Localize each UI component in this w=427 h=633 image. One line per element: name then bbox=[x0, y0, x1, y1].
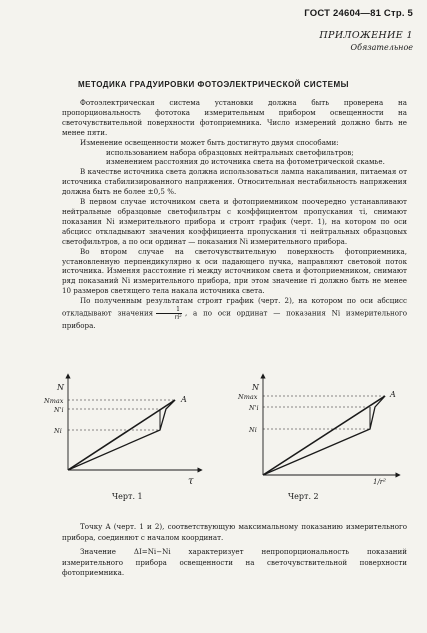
paragraph-8: Значение ΔI=Ni−Ni характеризует непропорциональность показаний измерительного прибора освещенности на светочувствительной поверхности фотоприемника. bbox=[62, 547, 407, 577]
paragraph-1: Фотоэлектрическая система установки должна быть проверена на пропорциональность фототока измерительным прибором освещенности на светочувствительной поверхности фотоприемника. Число измерений должно быть не менее пяти. bbox=[62, 98, 407, 137]
running-head: ГОСТ 24604—81 Стр. 5 bbox=[304, 8, 413, 19]
chart-1-x-label: τ bbox=[188, 476, 194, 487]
chart-1 bbox=[68, 376, 200, 470]
chart-1-proportional-line bbox=[68, 400, 175, 470]
chart-1-tick-nmax: Nmax bbox=[44, 397, 64, 405]
chart-1-tick-ni-prime: N'i bbox=[54, 406, 64, 414]
appendix-title: ПРИЛОЖЕНИЕ 1 bbox=[319, 30, 413, 41]
section-title: МЕТОДИКА ГРАДУИРОВКИ ФОТОЭЛЕКТРИЧЕСКОЙ СИСТЕМЫ bbox=[78, 80, 349, 89]
fraction-denominator: ri² bbox=[174, 314, 182, 322]
chart-1-caption: Черт. 1 bbox=[112, 492, 143, 501]
chart-2-y-label: N bbox=[252, 383, 259, 392]
list-item-2: изменением расстояния до источника света на фотометрической скамье. bbox=[106, 157, 385, 167]
appendix-note: Обязательное bbox=[350, 43, 413, 52]
chart-2-tick-nmax: Nmax bbox=[238, 393, 258, 401]
paragraph-5: Во втором случае на светочувствительную поверхность фотоприемника, установленную перпендикулярно к оси падающего пучка, направляют световой поток источника. Изменяя расстояние ri между источником света и фотоприемником, снимают ряд показаний Ni измерительного прибора, при этом значение ri должно быть не менее 10 размеров светящего тела накала источника света. bbox=[62, 246, 407, 296]
chart-2-point-a: A bbox=[390, 390, 396, 399]
paragraph-6-before: По полученным результатам строят график (черт. 2), на котором по оси абсцисс откладывают значения bbox=[62, 296, 407, 318]
chart-2-tick-ni-prime: N'i bbox=[249, 404, 259, 412]
chart-1-tick-ni: Ni bbox=[54, 427, 62, 435]
paragraph-2: Изменение освещенности может быть достигнуто двумя способами: bbox=[80, 137, 339, 147]
list-item-1: использованием набора образцовых нейтральных светофильтров; bbox=[106, 147, 354, 157]
paragraph-6-after: , а по оси ординат — показания Ni измерительного прибора. bbox=[62, 308, 407, 331]
chart-2 bbox=[263, 376, 398, 475]
chart-1-y-label: N bbox=[57, 383, 64, 392]
chart-2-caption: Черт. 2 bbox=[288, 492, 319, 501]
paragraph-3: В качестве источника света должна использоваться лампа накаливания, питаемая от источника стабилизированного напряжения. Относительная нестабильность напряжения должна быть не более ±0,5 %. bbox=[62, 167, 407, 197]
paragraph-7: Точку A (черт. 1 и 2), соответствующую максимальному показанию измерительного прибора, соединяют с началом координат. bbox=[62, 522, 407, 542]
chart-2-proportional-line bbox=[263, 396, 385, 475]
paragraph-4: В первом случае источником света и фотоприемником поочередно устанавливают нейтральные образцовые светофильтры с коэффициентом пропускания τi, снимают показания Ni измерительного прибора и строят график (черт. 1), на котором по оси абсцисс откладывают значения коэффициента пропускания τi нейтральных образцовых светофильтров, а по оси ординат — показания Ni измерительного прибора. bbox=[62, 197, 407, 246]
chart-1-point-a: A bbox=[181, 395, 187, 404]
chart-2-tick-ni: Ni bbox=[249, 426, 257, 434]
fraction-numerator: 1 bbox=[156, 306, 182, 314]
chart-2-x-label: 1/r² bbox=[373, 478, 386, 486]
closing-text bbox=[62, 522, 407, 579]
